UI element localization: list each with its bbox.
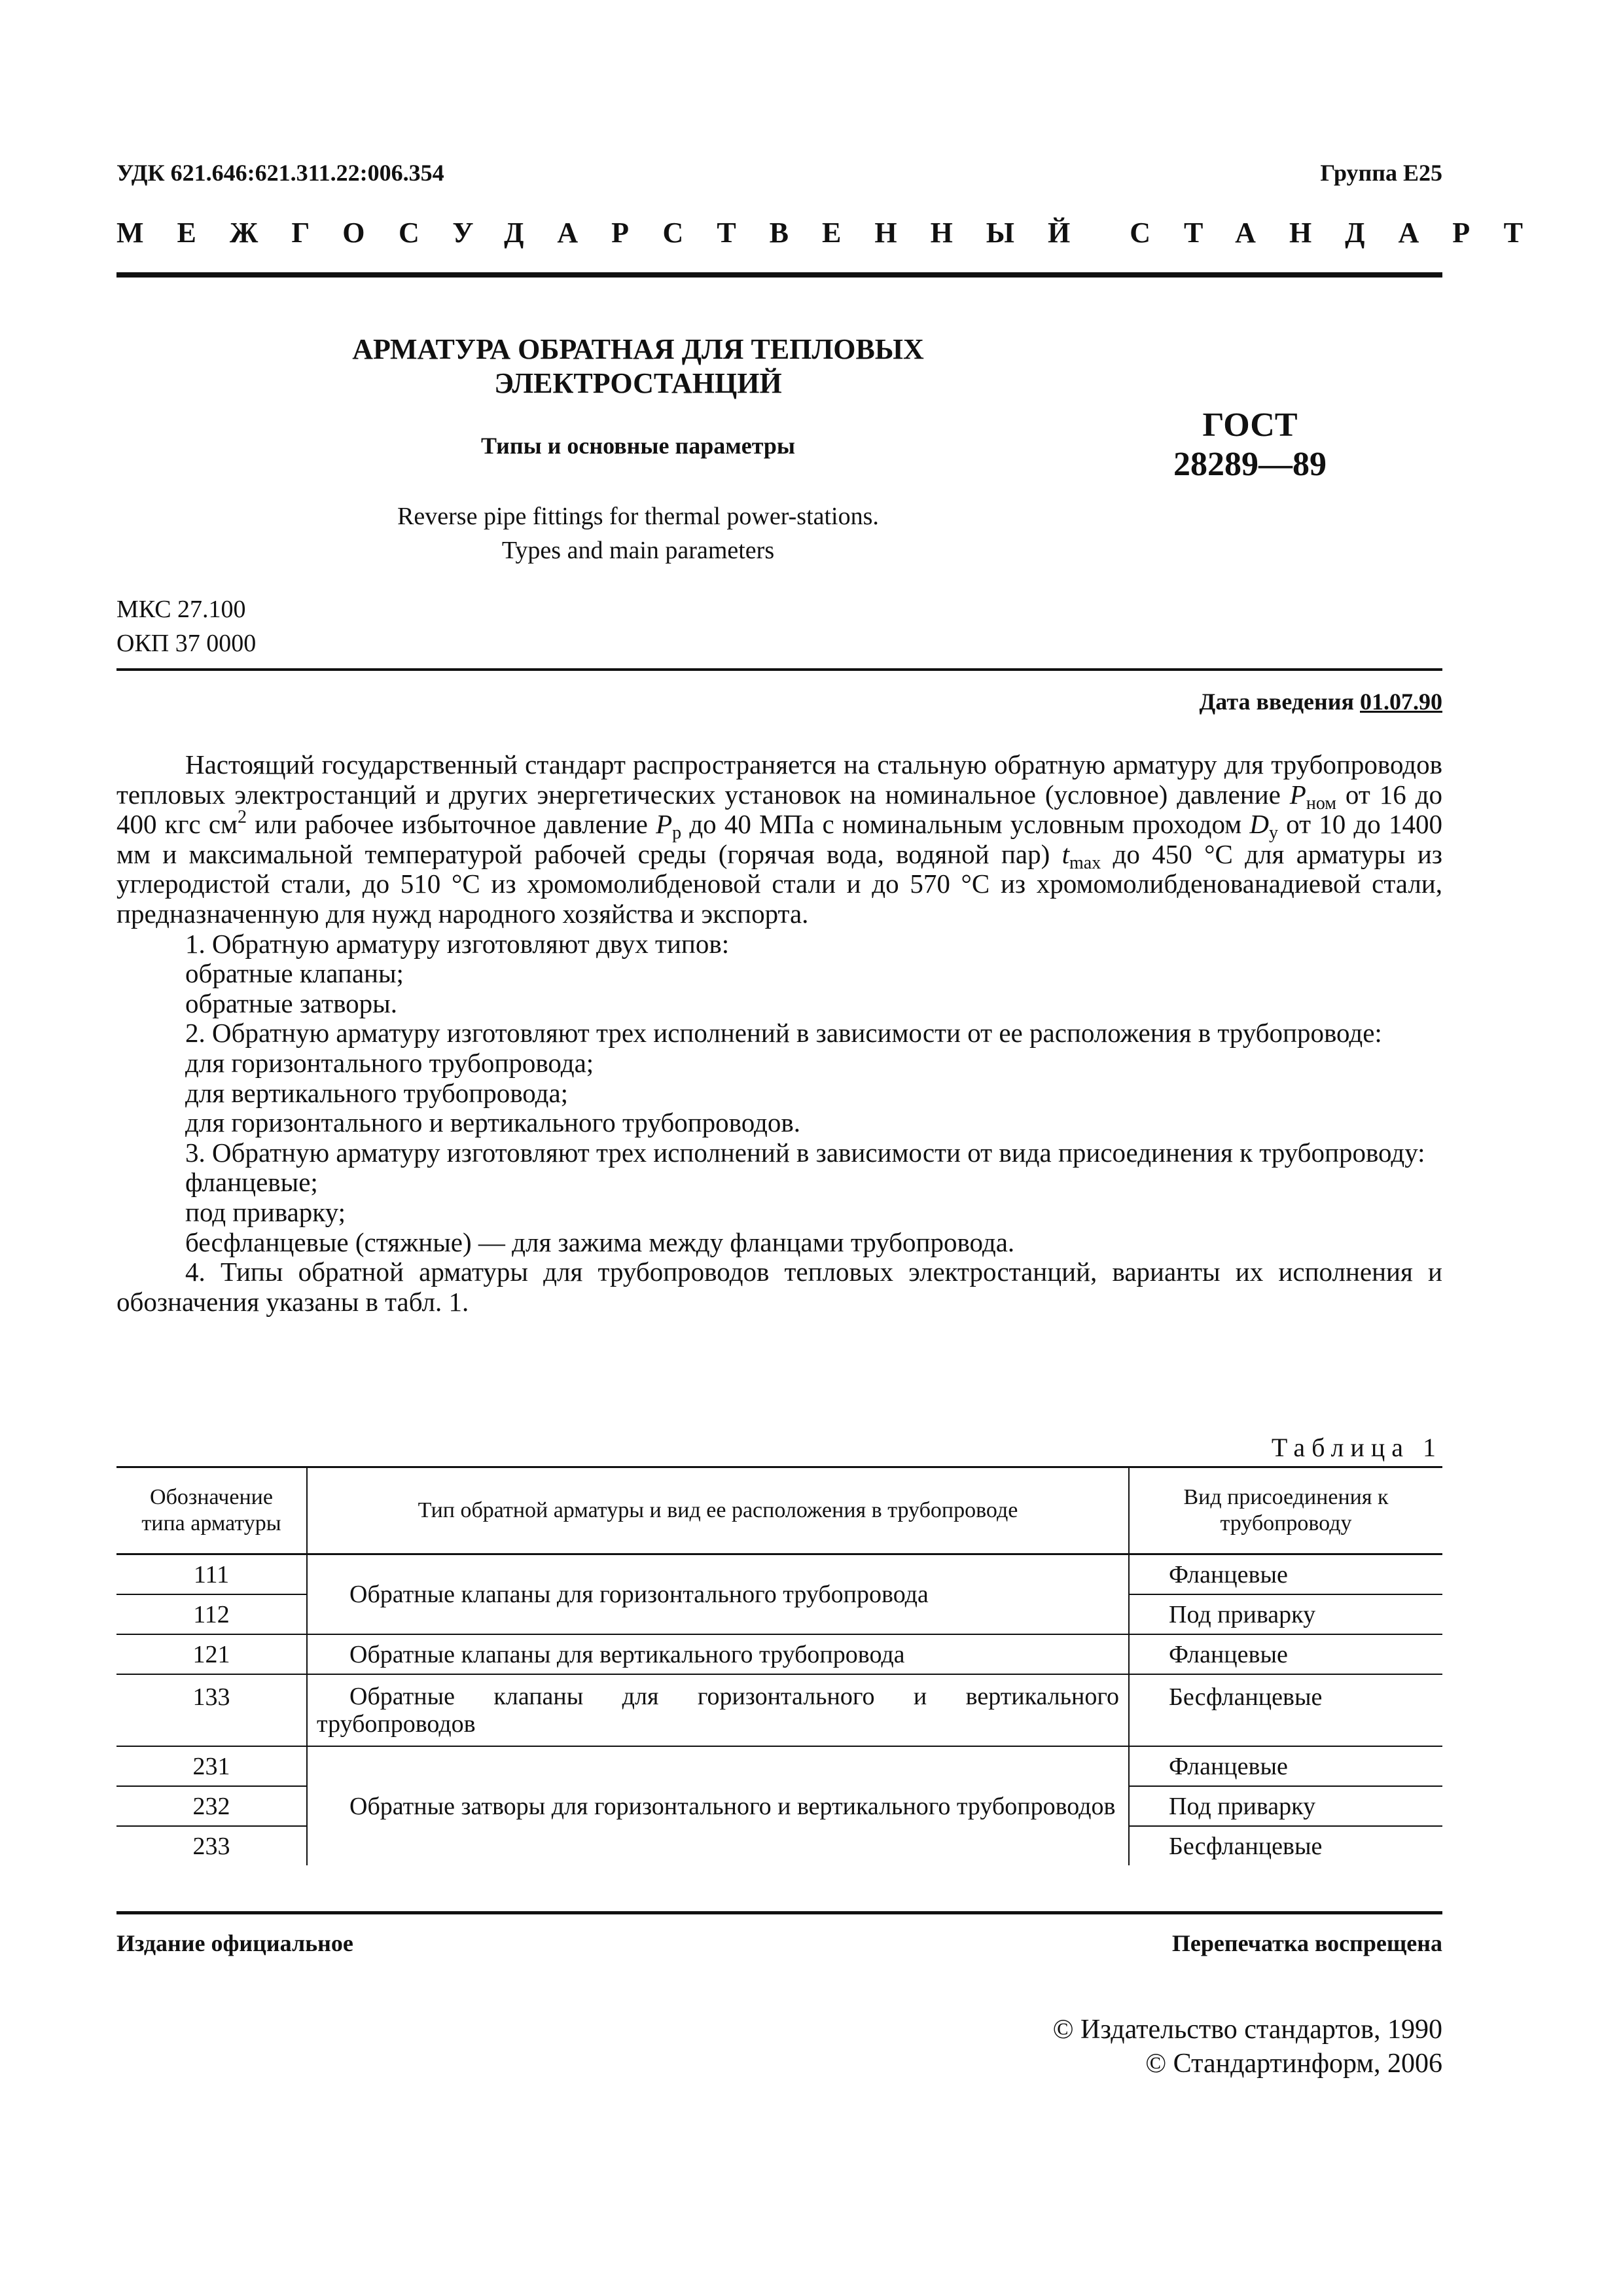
document-body — [116, 750, 1442, 1317]
footer-rule — [116, 1911, 1442, 1914]
reprint-prohibited-label: Перепечатка воспрещена — [1171, 1930, 1442, 1956]
banner-word-interstate: МЕЖГОСУДАРСТВЕННЫЙ — [116, 217, 1104, 249]
group-code: Группа Е25 — [1320, 160, 1442, 186]
type-description-cell: Обратные клапаны для горизонтального и вертикального трубопроводов — [307, 1674, 1129, 1746]
copyright-line: © Стандартинформ, 2006 — [1145, 2049, 1442, 2079]
gost-designation — [1099, 406, 1400, 484]
clause-1: 1. Обратную арматуру изготовляют двух типов: — [185, 928, 730, 959]
classification-codes — [116, 592, 256, 660]
copyright-block — [1053, 2013, 1442, 2081]
intro-paragraph: Настоящий государственный стандарт распространяется на стальную обратную арматуру для трубопроводов тепловых электростанций и других энергетических установок на номинальное (условное) давление $P_{ном}$ от 16 до 400 кгс $см^2$ или рабочее избыточное давление $P_р$ до 40 МПа с номинальным условным проходом $D_у$ от 10 до 1400 мм и максимальной температурой рабочей среды (горячая вода, водяной пар) $t_{max}$ до 450 °С для арматуры из углеродистой стали, до 510 °С из хромомолибденовой стали и до 570 °С из хромомолибденованадиевой стали, предназначенную для нужд народного хозяйства и экспорта. — [116, 749, 1442, 929]
clause-3: 3. Обратную арматуру изготовляют трех исполнений в зависимости от вида присоединения к трубопроводу: — [185, 1137, 1425, 1168]
gost-label: ГОСТ — [1202, 406, 1298, 444]
header-type-code: Обозначение типа арматуры — [116, 1467, 307, 1554]
type-code-cell: 111 — [116, 1554, 307, 1595]
table-header-row — [116, 1467, 1442, 1554]
type-description-cell: Обратные клапаны для вертикального трубопровода — [307, 1634, 1129, 1674]
connection-cell: Под приварку — [1129, 1594, 1442, 1634]
table-row — [116, 1554, 1442, 1595]
document-title: АРМАТУРА ОБРАТНАЯ ДЛЯ ТЕПЛОВЫХ ЭЛЕКТРОСТАНЦИЙ — [352, 333, 924, 399]
type-code-cell: 133 — [116, 1674, 307, 1746]
fittings-types-table — [116, 1466, 1442, 1865]
introduction-date — [1200, 688, 1443, 715]
connection-cell: Фланцевые — [1129, 1746, 1442, 1786]
list-item: бесфланцевые (стяжные) — для зажима между фланцами трубопровода. — [185, 1227, 1015, 1257]
type-code-cell: 231 — [116, 1746, 307, 1786]
middle-rule — [116, 668, 1442, 671]
list-item: для горизонтального трубопровода; — [185, 1047, 594, 1078]
table-row — [116, 1746, 1442, 1786]
type-description-cell: Обратные клапаны для горизонтального трубопровода — [307, 1554, 1129, 1635]
clause-2: 2. Обратную арматуру изготовляют трех исполнений в зависимости от ее расположения в трубопроводе: — [185, 1018, 1382, 1049]
mks-code: МКС 27.100 — [116, 596, 246, 623]
official-edition-label: Издание официальное — [116, 1930, 353, 1956]
list-item: обратные клапаны; — [185, 958, 404, 989]
table-caption: Таблица 1 — [1271, 1433, 1442, 1462]
list-item: для горизонтального и вертикального трубопроводов. — [185, 1107, 801, 1138]
gost-number: 28289—89 — [1173, 446, 1327, 483]
banner-word-standard: СТАНДАРТ — [1130, 217, 1556, 249]
table-row — [116, 1674, 1442, 1746]
connection-cell: Фланцевые — [1129, 1554, 1442, 1595]
list-item: фланцевые; — [185, 1167, 318, 1198]
type-code-cell: 232 — [116, 1786, 307, 1826]
connection-cell: Бесфланцевые — [1129, 1826, 1442, 1865]
header-connection: Вид присоединения к трубопроводу — [1129, 1467, 1442, 1554]
introduction-date-value: 01.07.90 — [1360, 689, 1442, 715]
introduction-date-label: Дата введения — [1199, 689, 1354, 715]
top-rule — [116, 272, 1442, 278]
okp-code: ОКП 37 0000 — [116, 630, 257, 657]
type-code-cell: 233 — [116, 1826, 307, 1865]
list-item: под приварку; — [185, 1196, 346, 1227]
connection-cell: Под приварку — [1129, 1786, 1442, 1826]
copyright-line: © Издательство стандартов, 1990 — [1052, 2015, 1442, 2045]
table-row — [116, 1634, 1442, 1674]
udk-code: УДК 621.646:621.311.22:006.354 — [116, 160, 444, 186]
clause-4: 4. Типы обратной арматуры для трубопроводов тепловых электростанций, варианты их исполнения и обозначения указаны в табл. 1. — [116, 1257, 1442, 1317]
connection-cell: Бесфланцевые — [1129, 1674, 1442, 1746]
type-code-cell: 112 — [116, 1594, 307, 1634]
type-code-cell: 121 — [116, 1634, 307, 1674]
english-title: Reverse pipe fittings for thermal power-stations. Types and main parameters — [397, 503, 879, 564]
list-item: для вертикального трубопровода; — [185, 1077, 569, 1108]
header-type-description: Тип обратной арматуры и вид ее расположения в трубопроводе — [307, 1467, 1129, 1554]
type-description-cell: Обратные затворы для горизонтального и вертикального трубопроводов — [349, 1792, 1116, 1820]
list-item: обратные затворы. — [185, 988, 397, 1018]
connection-cell: Фланцевые — [1129, 1634, 1442, 1674]
interstate-standard-banner — [116, 216, 1556, 249]
document-subtitle: Типы и основные параметры — [480, 433, 796, 459]
